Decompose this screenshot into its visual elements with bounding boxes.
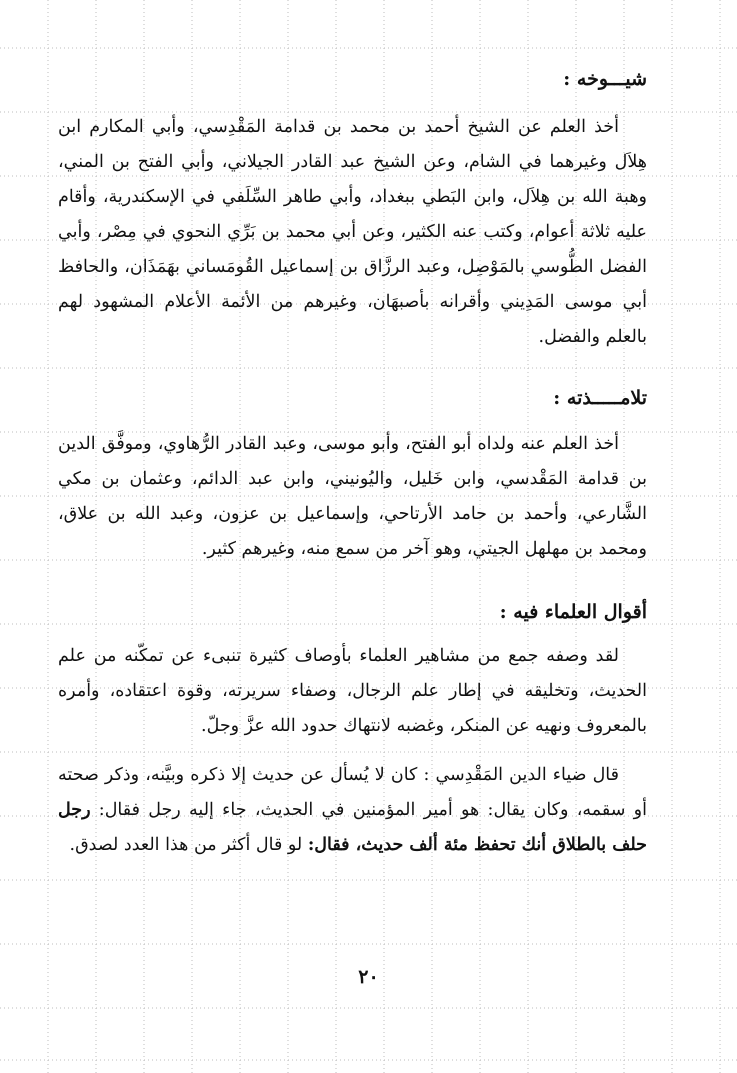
quote-text-part-1: قال ضياء الدين المَقْدِسي : كان لا يُسأل عن حديث إلا ذكره وبيَّنه، وذكر صحته أو سقمه، وكان يقال: هو أمير المؤمنين في الحديث، جاء إليه رجل فقال: [58,765,647,820]
section-heading-students: تلامـــــذته : [553,387,647,409]
page-content [58,66,647,863]
page-number: ٢٠ [358,966,379,988]
section-heading-teachers: شيـــوخه : [563,68,647,90]
paragraph-teachers: أخذ العلم عن الشيخ أحمد بن محمد بن قدامة المَقْدِسي، وأبي المكارم ابن هِلاَل وغيرهما في الشام، وعن الشيخ عبد القادر الجيلاني، وأبي الفتح بن المني، وهبة الله بن هِلاَل، وابن البَطي ببغداد، وأبي طاهر السِّلَفي في الإسكندرية، وأقام عليه ثلاثة أعوام، وكتب عنه الكثير، وعن أبي محمد بن بَرِّي النحوي في مِصْر، وأبي الفضل الطُّوسي بالمَوْصِل، وعبد الرزَّاق بن إسماعيل القُومَساني بهَمَذَان، والحافظ أبي موسى المَدِيني وأقرانه بأصبهَان، وغيرهم من الأئمة الأعلام المشهود لهم بالعلم والفضل. [58,117,647,347]
quote-text-bold: رجل حلف بالطلاق أنك تحفظ مئة ألف حديث، فقال: [58,800,647,855]
section-heading-scholar-sayings: أقوال العلماء فيه : [499,601,647,623]
paragraph-students: أخذ العلم عنه ولداه أبو الفتح، وأبو موسى، وعبد القادر الرُّهاوي، وموفَّق الدين بن قدامة المَقْدسي، وابن خَليل، واليُونيني، وابن عبد الدائم، وعثمان بن مكي الشَّارعي، وأحمد بن حامد الأرتاحي، وإسماعيل بن عزون، وعبد الله بن علاق، ومحمد بن مهلهل الجيتي، وهو آخر من سمع منه، وغيرهم كثير. [58,434,647,559]
quote-text-part-2: لو قال أكثر من هذا العدد لصدق. [69,835,308,855]
paragraph-diya-quote [58,758,647,863]
paragraph-scholar-sayings: لقد وصفه جمع من مشاهير العلماء بأوصاف كثيرة تنبىء عن تمكّنه من علم الحديث، وتخليقه في إطار علم الرجال، وصفاء سريرته، وقوة اعتقاده، وأمره بالمعروف ونهيه عن المنكر، وغضبه لانتهاك حدود الله عزَّ وجلّ. [58,646,647,736]
